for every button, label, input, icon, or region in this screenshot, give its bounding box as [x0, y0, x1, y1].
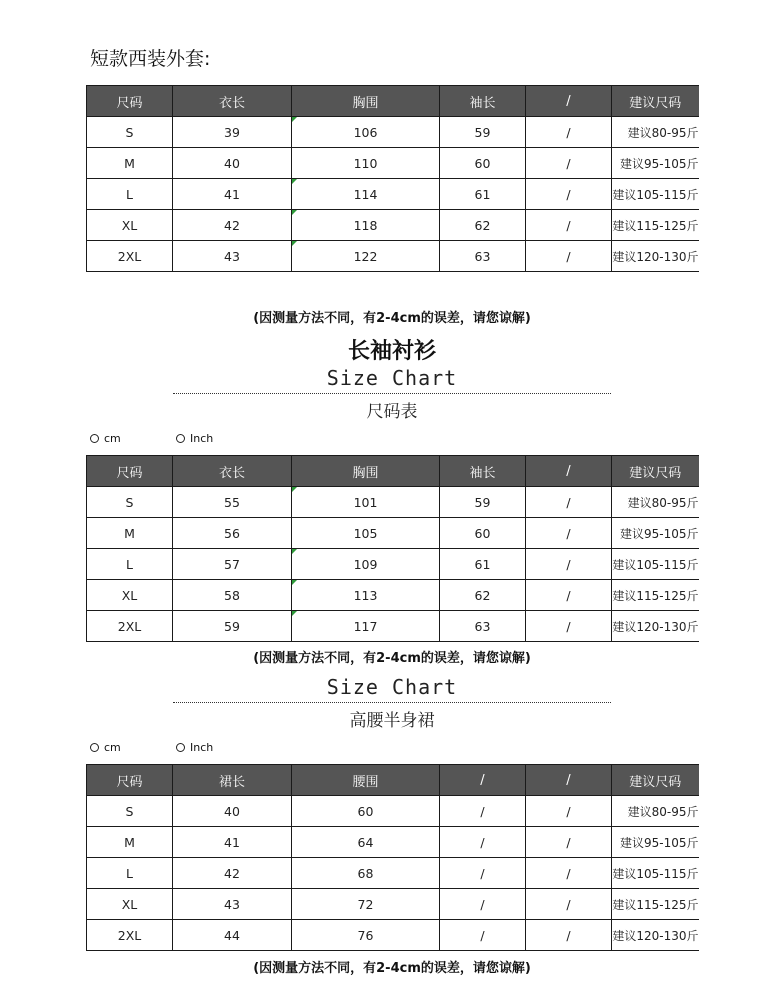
table-cell: 68 [292, 858, 440, 889]
table-cell: 建议95-105斤 [612, 148, 699, 179]
table-cell: / [440, 858, 526, 889]
column-header: 尺码 [87, 86, 173, 117]
table-cell: 43 [173, 241, 292, 272]
radio-icon[interactable] [90, 743, 99, 752]
table-cell: 建议95-105斤 [612, 827, 699, 858]
table-cell: 41 [173, 179, 292, 210]
table-cell: / [526, 920, 612, 951]
table-cell: 2XL [87, 611, 173, 642]
table-cell: 57 [173, 549, 292, 580]
table-cell: M [87, 148, 173, 179]
table-cell: 2XL [87, 920, 173, 951]
radio-icon[interactable] [176, 434, 185, 443]
table-cell: 建议80-95斤 [612, 487, 699, 518]
table-cell: / [526, 148, 612, 179]
size-table-subtitle: 尺码表 [366, 402, 418, 422]
measurement-note-1: (因测量方法不同，有2-4cm的误差，请您谅解) [253, 311, 531, 326]
radio-icon[interactable] [90, 434, 99, 443]
table-cell: 42 [173, 210, 292, 241]
column-header: 尺码 [87, 765, 173, 796]
radio-icon[interactable] [176, 743, 185, 752]
table-cell: / [526, 796, 612, 827]
table-cell: 101 [292, 487, 440, 518]
table-cell: 118 [292, 210, 440, 241]
table-cell: / [526, 210, 612, 241]
skirt-title: 高腰半身裙 [349, 711, 435, 731]
table-cell: 41 [173, 827, 292, 858]
table-cell: 建议105-115斤 [612, 858, 699, 889]
table-cell: 62 [440, 210, 526, 241]
table-cell: XL [87, 889, 173, 920]
table-cell: / [526, 580, 612, 611]
table-cell: XL [87, 580, 173, 611]
table-cell: 60 [440, 518, 526, 549]
table-row [87, 858, 699, 889]
table-cell: 110 [292, 148, 440, 179]
table-cell: 61 [440, 549, 526, 580]
table-cell: / [526, 827, 612, 858]
table-cell: / [440, 827, 526, 858]
table-cell: / [526, 611, 612, 642]
table-cell: 43 [173, 889, 292, 920]
table-cell: 122 [292, 241, 440, 272]
table-cell: 59 [440, 117, 526, 148]
measurement-note-3: (因测量方法不同，有2-4cm的误差，请您谅解) [253, 961, 531, 976]
section1-title: 短款西装外套: [90, 48, 211, 70]
unit-inch-option[interactable]: Inch [176, 432, 213, 445]
column-header: / [526, 86, 612, 117]
table-cell: 40 [173, 796, 292, 827]
table-row [87, 210, 699, 241]
column-header: 衣长 [173, 456, 292, 487]
column-header: 腰围 [292, 765, 440, 796]
table-cell: S [87, 117, 173, 148]
table-row [87, 179, 699, 210]
column-header: 衣长 [173, 86, 292, 117]
table-cell: 59 [440, 487, 526, 518]
dotted-divider-2 [173, 702, 611, 703]
table-cell: 建议95-105斤 [612, 518, 699, 549]
table-cell: L [87, 858, 173, 889]
table-cell: S [87, 487, 173, 518]
table-cell: 63 [440, 611, 526, 642]
column-header: 胸围 [292, 456, 440, 487]
table-cell: 44 [173, 920, 292, 951]
table-cell: 76 [292, 920, 440, 951]
table-cell: 72 [292, 889, 440, 920]
table-header-row [87, 86, 699, 117]
table-cell: / [526, 117, 612, 148]
table-cell: 64 [292, 827, 440, 858]
table-row [87, 518, 699, 549]
unit-cm-option[interactable]: cm [90, 432, 121, 445]
table-cell: 59 [173, 611, 292, 642]
table-row [87, 241, 699, 272]
size-table-skirt [86, 764, 699, 951]
table-cell: / [526, 889, 612, 920]
table-cell: 39 [173, 117, 292, 148]
table-cell: M [87, 518, 173, 549]
column-header: 裙长 [173, 765, 292, 796]
column-header: 建议尺码 [612, 86, 699, 117]
table-cell: 113 [292, 580, 440, 611]
table-row [87, 889, 699, 920]
table-cell: 建议115-125斤 [612, 210, 699, 241]
table-row [87, 827, 699, 858]
table-cell: / [526, 487, 612, 518]
column-header: 建议尺码 [612, 456, 699, 487]
table-cell: 建议80-95斤 [612, 796, 699, 827]
unit-inch-option[interactable]: Inch [176, 741, 213, 754]
column-header: / [526, 765, 612, 796]
table-header-row [87, 765, 699, 796]
table-cell: / [440, 796, 526, 827]
column-header: 建议尺码 [612, 765, 699, 796]
table-cell: / [526, 518, 612, 549]
table-cell: / [440, 889, 526, 920]
table-cell: 105 [292, 518, 440, 549]
table-cell: 109 [292, 549, 440, 580]
size-chart-heading-2: Size Chart [326, 675, 458, 699]
column-header: 胸围 [292, 86, 440, 117]
table-cell: 建议120-130斤 [612, 920, 699, 951]
table-row [87, 611, 699, 642]
table-cell: 55 [173, 487, 292, 518]
table-row [87, 487, 699, 518]
size-table-shirt [86, 455, 699, 642]
size-table-blazer [86, 85, 699, 272]
table-cell: 60 [292, 796, 440, 827]
table-cell: 建议80-95斤 [612, 117, 699, 148]
measurement-note-2: (因测量方法不同，有2-4cm的误差，请您谅解) [253, 651, 531, 666]
unit-cm-option[interactable]: cm [90, 741, 121, 754]
table-cell: 42 [173, 858, 292, 889]
table-row [87, 796, 699, 827]
table-cell: 建议115-125斤 [612, 889, 699, 920]
table-row [87, 117, 699, 148]
table-cell: 2XL [87, 241, 173, 272]
table-cell: 63 [440, 241, 526, 272]
table-cell: 建议120-130斤 [612, 241, 699, 272]
table-cell: 117 [292, 611, 440, 642]
table-cell: M [87, 827, 173, 858]
size-chart-heading-1: Size Chart [326, 366, 458, 390]
table-cell: / [526, 179, 612, 210]
table-header-row [87, 456, 699, 487]
column-header: / [526, 456, 612, 487]
table-cell: 建议105-115斤 [612, 549, 699, 580]
table-cell: 114 [292, 179, 440, 210]
column-header: / [440, 765, 526, 796]
column-header: 袖长 [440, 86, 526, 117]
table-row [87, 580, 699, 611]
table-row [87, 148, 699, 179]
table-cell: S [87, 796, 173, 827]
table-cell: 61 [440, 179, 526, 210]
dotted-divider-1 [173, 393, 611, 394]
table-cell: / [526, 241, 612, 272]
table-cell: 62 [440, 580, 526, 611]
table-cell: 56 [173, 518, 292, 549]
table-row [87, 920, 699, 951]
table-cell: 建议120-130斤 [612, 611, 699, 642]
table-cell: 建议115-125斤 [612, 580, 699, 611]
shirt-title: 长袖衬衫 [347, 339, 436, 364]
table-cell: / [526, 858, 612, 889]
table-cell: 106 [292, 117, 440, 148]
table-cell: / [440, 920, 526, 951]
table-cell: L [87, 179, 173, 210]
column-header: 袖长 [440, 456, 526, 487]
table-cell: 60 [440, 148, 526, 179]
table-row [87, 549, 699, 580]
table-cell: L [87, 549, 173, 580]
table-cell: 建议105-115斤 [612, 179, 699, 210]
table-cell: XL [87, 210, 173, 241]
table-cell: / [526, 549, 612, 580]
table-cell: 58 [173, 580, 292, 611]
column-header: 尺码 [87, 456, 173, 487]
table-cell: 40 [173, 148, 292, 179]
